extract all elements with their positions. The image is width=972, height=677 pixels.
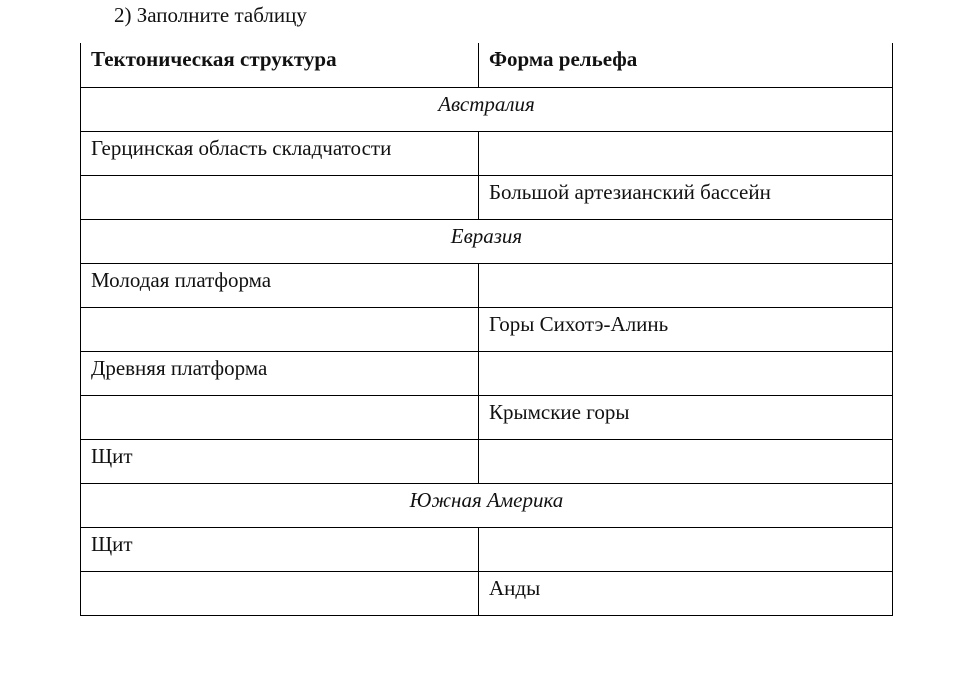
- region-title: Евразия: [81, 219, 893, 263]
- region-title: Южная Америка: [81, 483, 893, 527]
- region-row-australia: [81, 87, 893, 131]
- tectonic-structure-cell[interactable]: [81, 307, 479, 351]
- table-row: [81, 351, 893, 395]
- table-row: [81, 527, 893, 571]
- tectonic-structure-cell[interactable]: [81, 571, 479, 615]
- table-row: [81, 263, 893, 307]
- table-header-row: [81, 43, 893, 87]
- landform-cell[interactable]: Большой артезианский бассейн: [479, 175, 893, 219]
- table-row: [81, 395, 893, 439]
- table-row: [81, 131, 893, 175]
- table-row: [81, 571, 893, 615]
- tectonic-structure-cell[interactable]: Молодая платформа: [81, 263, 479, 307]
- task-heading: 2) Заполните таблицу: [114, 3, 307, 27]
- region-title: Австралия: [81, 87, 893, 131]
- tectonic-structure-cell[interactable]: Древняя платформа: [81, 351, 479, 395]
- tectonic-structure-cell[interactable]: [81, 395, 479, 439]
- tectonic-structure-cell[interactable]: [81, 175, 479, 219]
- table-row: [81, 439, 893, 483]
- landform-cell[interactable]: Крымские горы: [479, 395, 893, 439]
- region-row-south-america: [81, 483, 893, 527]
- tectonic-structure-cell[interactable]: Герцинская область складчатости: [81, 131, 479, 175]
- landform-cell[interactable]: Анды: [479, 571, 893, 615]
- header-tectonic-structure: Тектоническая структура: [81, 43, 479, 87]
- tectonic-structure-cell[interactable]: Щит: [81, 439, 479, 483]
- landform-cell[interactable]: [479, 439, 893, 483]
- landform-cell[interactable]: [479, 263, 893, 307]
- fill-in-table: [80, 43, 893, 616]
- landform-cell[interactable]: [479, 527, 893, 571]
- tectonic-structure-cell[interactable]: Щит: [81, 527, 479, 571]
- table-row: [81, 307, 893, 351]
- landform-cell[interactable]: [479, 351, 893, 395]
- region-row-eurasia: [81, 219, 893, 263]
- header-landform: Форма рельефа: [479, 43, 893, 87]
- landform-cell[interactable]: [479, 131, 893, 175]
- landform-cell[interactable]: Горы Сихотэ-Алинь: [479, 307, 893, 351]
- table-row: [81, 175, 893, 219]
